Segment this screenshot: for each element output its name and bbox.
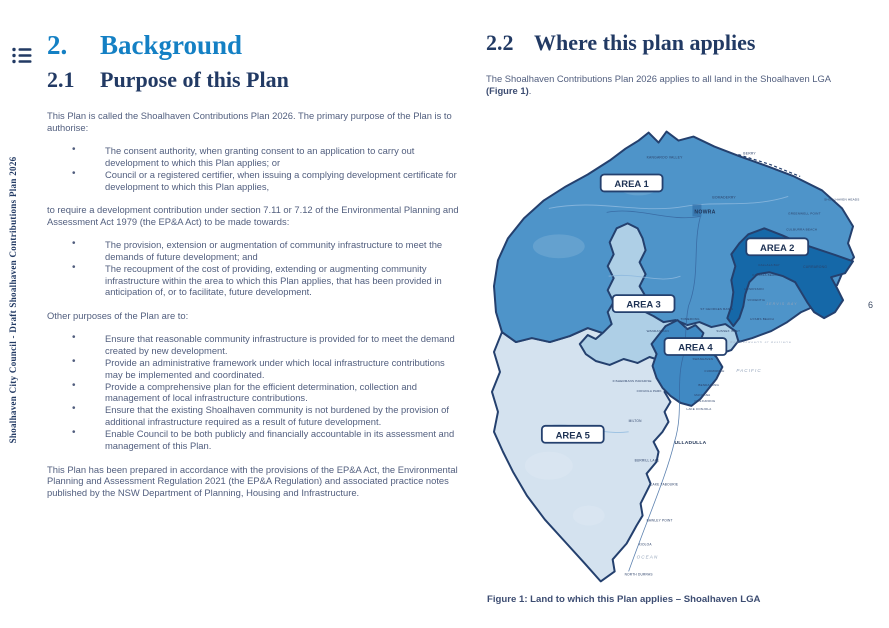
map-area-label	[542, 426, 604, 443]
right-column	[486, 30, 858, 97]
subsection-heading	[47, 67, 459, 92]
map-town-label: BURRILL LAKE	[634, 458, 660, 463]
map-town-label: CULBURRA BEACH	[786, 227, 818, 232]
list-item: • Ensure that the existing Shoalhaven community is not burdened by the provision of additional infrastructure required as a result of future development.	[47, 404, 459, 428]
table-of-contents-icon[interactable]	[12, 47, 33, 64]
subsection-number: 2.1	[47, 67, 75, 93]
map-town-label: HYAMS BEACH	[750, 317, 775, 322]
list-item: • Enable Council to be both publicly and financially accountable in its assessment and management of this Plan.	[47, 428, 459, 452]
map-town-label: KANGAROO VALLEY	[646, 155, 683, 160]
paragraph: This Plan has been prepared in accordance with the provisions of the EP&A Act, the Environmental Planning and Assessment Regulation 2021 (the EP&A Regulation) and associated practice notes published by the NSW Department of Planning, Housing and Infrastructure.	[47, 463, 458, 499]
shoalhaven-lga-map	[489, 124, 863, 588]
map-town-label: GREENWELL POINT	[788, 211, 821, 216]
map-town-label: NOWRA	[694, 209, 716, 216]
section-title: Background	[100, 30, 243, 60]
map-town-label: ULLADULLA	[674, 439, 707, 446]
map-town-label: WANDANDIAN	[646, 329, 669, 334]
subsection-number: 2.2	[486, 30, 514, 55]
bullet-list	[47, 333, 459, 451]
figure-caption: Figure 1: Land to which this Plan applies – Shoalhaven LGA	[487, 594, 761, 605]
map-town-label: CURRARONG	[803, 265, 828, 270]
list-item: • Ensure that reasonable community infrastructure is provided for to meet the demand created by new development.	[47, 333, 459, 357]
map-area-label	[665, 338, 727, 355]
intro-paragraph: The Shoalhaven Contributions Plan 2026 applies to all land in the Shoalhaven LGA (Figure 1).	[486, 73, 831, 97]
map-town-label: CALLALA BEACH	[752, 273, 779, 278]
map-town-label: BERRY	[743, 151, 756, 156]
paragraph: This Plan is called the Shoalhaven Contributions Plan 2026. The primary purpose of the Plan is to authorise:	[47, 110, 452, 134]
figure-reference: (Figure 1)	[486, 85, 529, 97]
map-water-label: OCEAN	[636, 554, 659, 560]
map-area-label	[746, 238, 808, 255]
map-figure	[489, 124, 863, 588]
list-item: • The provision, extension or augmentation of community infrastructure to meet the demands of future development; and	[47, 239, 459, 263]
svg-text:AREA 5: AREA 5	[555, 430, 590, 442]
list-item: • The recoupment of the cost of providing, extending or augmenting community infrastructure within the area to which this Plan applies, that has been provided in anticipation of, or to facilitate, future development.	[47, 263, 459, 299]
list-item: • Council or a registered certifier, when issuing a complying development certificate for development to which this Plan applies,	[47, 169, 459, 193]
left-column	[47, 30, 459, 499]
paragraph: to require a development contribution under section 7.11 or 7.12 of the Environmental Planning and Assessment Act 1979 (the EP&A Act) to be made towards:	[47, 204, 459, 228]
subsection-title: Purpose of this Plan	[100, 67, 289, 93]
list-item: • The consent authority, when granting consent to an application to carry out development to which this Plan applies; or	[47, 145, 459, 169]
list-item: • Provide an administrative framework under which local infrastructure contributions may be implemented and coordinated.	[47, 357, 459, 381]
map-area-label	[601, 174, 663, 191]
svg-text:AREA 1: AREA 1	[614, 178, 649, 190]
map-town-label: VINCENTIA	[747, 298, 766, 303]
subsection-heading	[486, 30, 858, 55]
map-town-label: BOMADERRY	[712, 195, 736, 200]
map-town-label: CUDMIRRAH	[704, 368, 725, 373]
map-town-label: FISHERMANS PARADISE	[612, 378, 652, 383]
paragraph: Other purposes of the Plan are to:	[47, 310, 189, 322]
section-number: 2.	[47, 30, 68, 60]
map-town-label: LAKE TABOURIE	[650, 482, 679, 487]
document-spine-title: Shoalhaven City Council - Draft Shoalhaven Contributions Plan 2026	[8, 156, 18, 444]
map-town-label: MANYANA	[694, 392, 711, 397]
map-town-label: CUNJURONG	[694, 398, 716, 403]
bullet-list	[47, 239, 459, 298]
map-water-label: PACIFIC	[736, 367, 762, 373]
svg-text:AREA 2: AREA 2	[760, 242, 795, 254]
map-town-label: SUSSEX INLET	[716, 329, 741, 334]
map-water-label: JERVIS BAY	[766, 302, 798, 307]
svg-text:AREA 3: AREA 3	[626, 299, 661, 311]
section-heading	[47, 30, 459, 61]
map-town-label: BAWLEY POINT	[646, 518, 673, 523]
map-town-label: MILTON	[628, 418, 642, 423]
map-town-label: TOMERONG	[680, 317, 700, 322]
map-town-label: SWANHAVEN	[692, 356, 714, 361]
map-town-label: CALLALA BAY	[758, 263, 780, 268]
map-town-label: CONJOLA PARK	[636, 388, 662, 393]
map-town-label: BENDALONG	[698, 382, 719, 387]
svg-text:AREA 4: AREA 4	[678, 342, 713, 354]
map-town-label: NORTH DURRAS	[624, 572, 653, 577]
map-town-label: HUSKISSON	[744, 287, 764, 292]
map-water-label: Commonwealth of Australia	[730, 340, 792, 345]
map-town-label: SHOALHAVEN HEADS	[824, 197, 860, 202]
map-area-label	[613, 295, 675, 312]
map-town-label: ST GEORGES BASIN	[700, 307, 734, 312]
map-town-label: LAKE CONJOLA	[686, 406, 712, 411]
map-town-label: KIOLOA	[638, 542, 652, 547]
bullet-list	[47, 145, 459, 192]
subsection-title: Where this plan applies	[534, 30, 756, 55]
page-number: 6	[868, 300, 874, 310]
list-item: • Provide a comprehensive plan for the efficient determination, collection and management of local infrastructure contributions.	[47, 381, 459, 405]
